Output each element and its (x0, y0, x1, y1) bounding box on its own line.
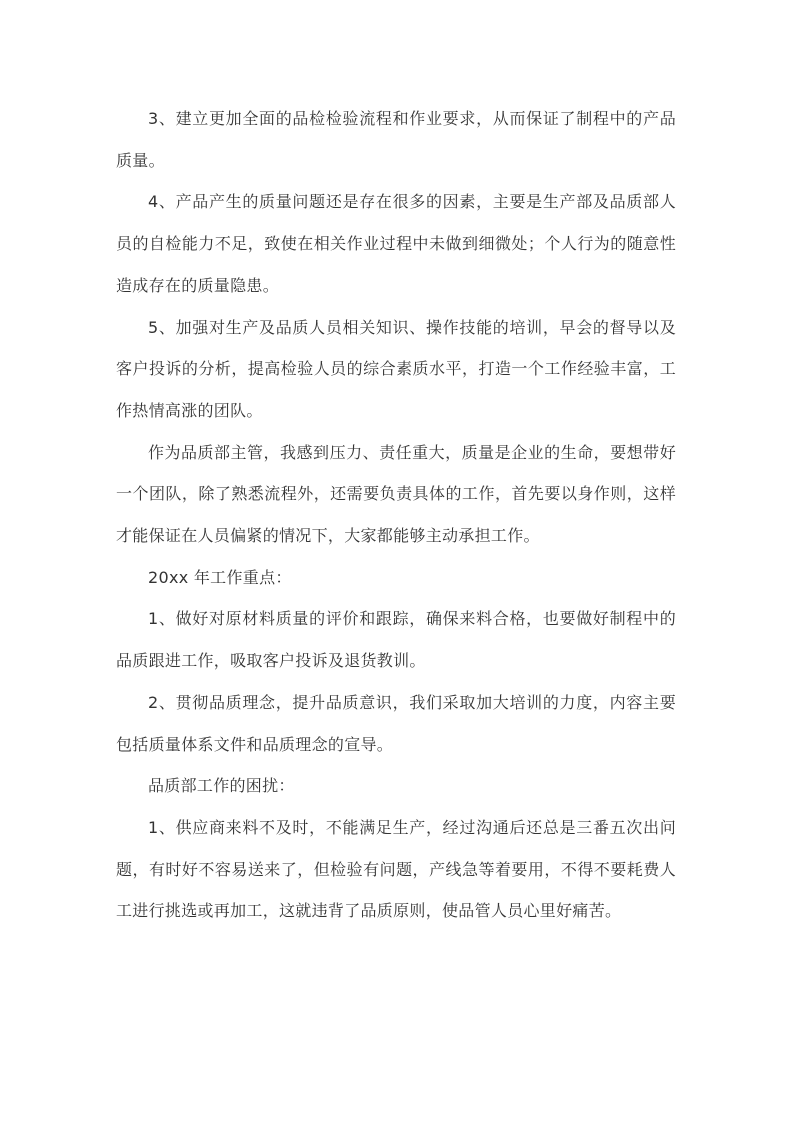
paragraph-focus-2: 2、贯彻品质理念，提升品质意识，我们采取加大培训的力度，内容主要包括质量体系文件和品质理念的宣导。 (116, 692, 676, 754)
paragraph-training-5: 5、加强对生产及品质人员相关知识、操作技能的培训，早会的督导以及客户投诉的分析，提高检验人员的综合素质水平，打造一个工作经验丰富，工作热情高涨的团队。 (116, 317, 676, 420)
paragraph-improvement-3: 3、建立更加全面的品检检验流程和作业要求，从而保证了制程中的产品质量。 (116, 109, 676, 170)
paragraph-supervisor-reflection: 作为品质部主管，我感到压力、责任重大，质量是企业的生命，要想带好一个团队，除了熟悉流程外，还需要负责具体的工作，首先要以身作则，这样才能保证在人员偏紧的情况下，大家都能够主动承担工作。 (116, 442, 676, 546)
section-heading-work-focus: 20xx 年工作重点： (148, 567, 292, 587)
paragraph-issue-4: 4、产品产生的质量问题还是存在很多的因素，主要是生产部及品质部人员的自检能力不足，致使在相关作业过程中未做到细微处；个人行为的随意性造成存在的质量隐患。 (116, 192, 676, 295)
document-body (116, 98, 676, 932)
section-heading-troubles: 品质部工作的困扰： (148, 776, 295, 796)
paragraph-focus-1: 1、做好对原材料质量的评价和跟踪，确保来料合格，也要做好制程中的品质跟进工作，吸取客户投诉及退货教训。 (116, 609, 676, 671)
paragraph-trouble-1: 1、供应商来料不及时，不能满足生产，经过沟通后还总是三番五次出问题，有时好不容易送来了，但检验有问题，产线急等着要用，不得不要耗费人工进行挑选或再加工，这就违背了品质原则，使品管人员心里好痛苦。 (116, 817, 676, 921)
